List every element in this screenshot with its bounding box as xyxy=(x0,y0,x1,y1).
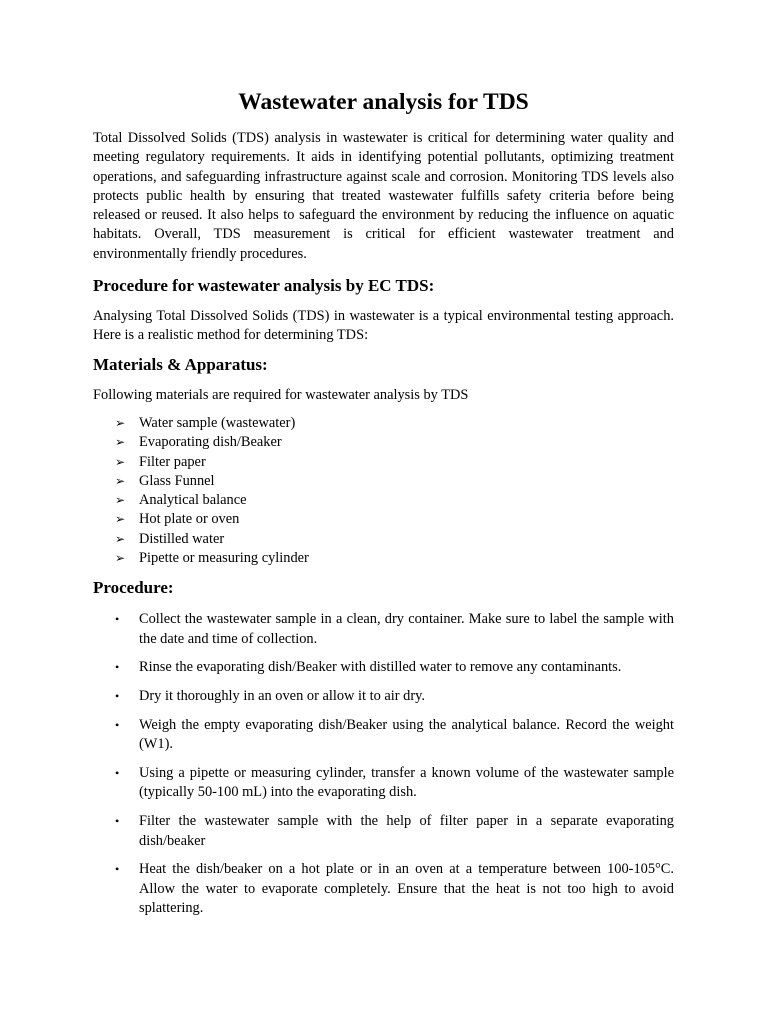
arrow-bullet-icon: ➢ xyxy=(115,435,126,450)
arrow-bullet-icon: ➢ xyxy=(115,551,126,566)
procedure-step xyxy=(93,658,674,677)
materials-list-item xyxy=(93,530,674,549)
materials-list-item xyxy=(93,472,674,491)
procedure-step xyxy=(93,610,674,649)
materials-heading: Materials & Apparatus: xyxy=(93,354,268,374)
materials-intro: Following materials are required for wastewater analysis by TDS xyxy=(93,386,469,403)
dot-bullet-icon: • xyxy=(115,766,120,781)
procedure-step-text: Collect the wastewater sample in a clean, dry container. Make sure to label the sample with the date and time of collection. xyxy=(139,611,674,647)
materials-item-text: Analytical balance xyxy=(139,492,247,509)
procedure-step xyxy=(93,812,674,851)
procedure-list xyxy=(93,610,674,918)
materials-item-text: Evaporating dish/Beaker xyxy=(139,434,282,451)
materials-item-text: Pipette or measuring cylinder xyxy=(139,550,309,567)
materials-list xyxy=(93,414,674,568)
materials-item-text: Hot plate or oven xyxy=(139,511,240,528)
procedure-step-text: Filter the wastewater sample with the help of filter paper in a separate evaporating dish/beaker xyxy=(139,813,674,849)
materials-list-item xyxy=(93,491,674,510)
materials-item-text: Distilled water xyxy=(139,530,225,547)
materials-item-text: Glass Funnel xyxy=(139,472,215,489)
arrow-bullet-icon: ➢ xyxy=(115,493,126,508)
procedure-step xyxy=(93,764,674,803)
materials-list-item xyxy=(93,433,674,452)
intro-paragraph: Total Dissolved Solids (TDS) analysis in wastewater is critical for determining water quality and meeting regulatory requirements. It aids in identifying potential pollutants, optimizing treatment operations, and safeguarding infrastructure against scale and corrosion. Monitoring TDS levels also protects public health by ensuring that treated wastewater fulfills safety criteria before being released or reused. It also helps to safeguard the environment by reducing the influence on aquatic habitats. Overall, TDS measurement is critical for efficient wastewater treatment and environmentally friendly procedures. xyxy=(93,130,674,262)
procedure-step-text: Heat the dish/beaker on a hot plate or in an oven at a temperature between 100-105°C. Allow the water to evaporate completely. Ensure that the heat is not too high to avoid splattering. xyxy=(139,861,674,916)
arrow-bullet-icon: ➢ xyxy=(115,454,126,469)
dot-bullet-icon: • xyxy=(115,689,120,704)
procedure-step-text: Dry it thoroughly in an oven or allow it to air dry. xyxy=(139,688,426,705)
procedure-step-text: Using a pipette or measuring cylinder, transfer a known volume of the wastewater sample (typically 50-100 mL) into the evaporating dish. xyxy=(139,765,674,801)
procedure-step xyxy=(93,716,674,755)
arrow-bullet-icon: ➢ xyxy=(115,473,126,488)
dot-bullet-icon: • xyxy=(115,660,120,675)
arrow-bullet-icon: ➢ xyxy=(115,512,126,527)
dot-bullet-icon: • xyxy=(115,718,120,733)
procedure-ec-paragraph: Analysing Total Dissolved Solids (TDS) in wastewater is a typical environmental testing approach. Here is a realistic method for determining TDS: xyxy=(93,308,674,344)
procedure-step xyxy=(93,687,674,706)
dot-bullet-icon: • xyxy=(115,612,120,627)
materials-item-text: Water sample (wastewater) xyxy=(139,414,296,431)
procedure-step-text: Weigh the empty evaporating dish/Beaker using the analytical balance. Record the weight (W1). xyxy=(139,717,674,753)
arrow-bullet-icon: ➢ xyxy=(115,415,126,430)
procedure-step-text: Rinse the evaporating dish/Beaker with distilled water to remove any contaminants. xyxy=(139,659,622,676)
procedure-ec-heading: Procedure for wastewater analysis by EC TDS: xyxy=(93,276,435,296)
materials-list-item xyxy=(93,510,674,529)
dot-bullet-icon: • xyxy=(115,862,120,877)
arrow-bullet-icon: ➢ xyxy=(115,531,126,546)
materials-list-item xyxy=(93,549,674,568)
page-title: Wastewater analysis for TDS xyxy=(238,89,529,115)
procedure-heading: Procedure: xyxy=(93,578,174,598)
materials-list-item xyxy=(93,453,674,472)
materials-item-text: Filter paper xyxy=(139,453,206,470)
procedure-step xyxy=(93,860,674,918)
materials-list-item xyxy=(93,414,674,433)
dot-bullet-icon: • xyxy=(115,814,120,829)
